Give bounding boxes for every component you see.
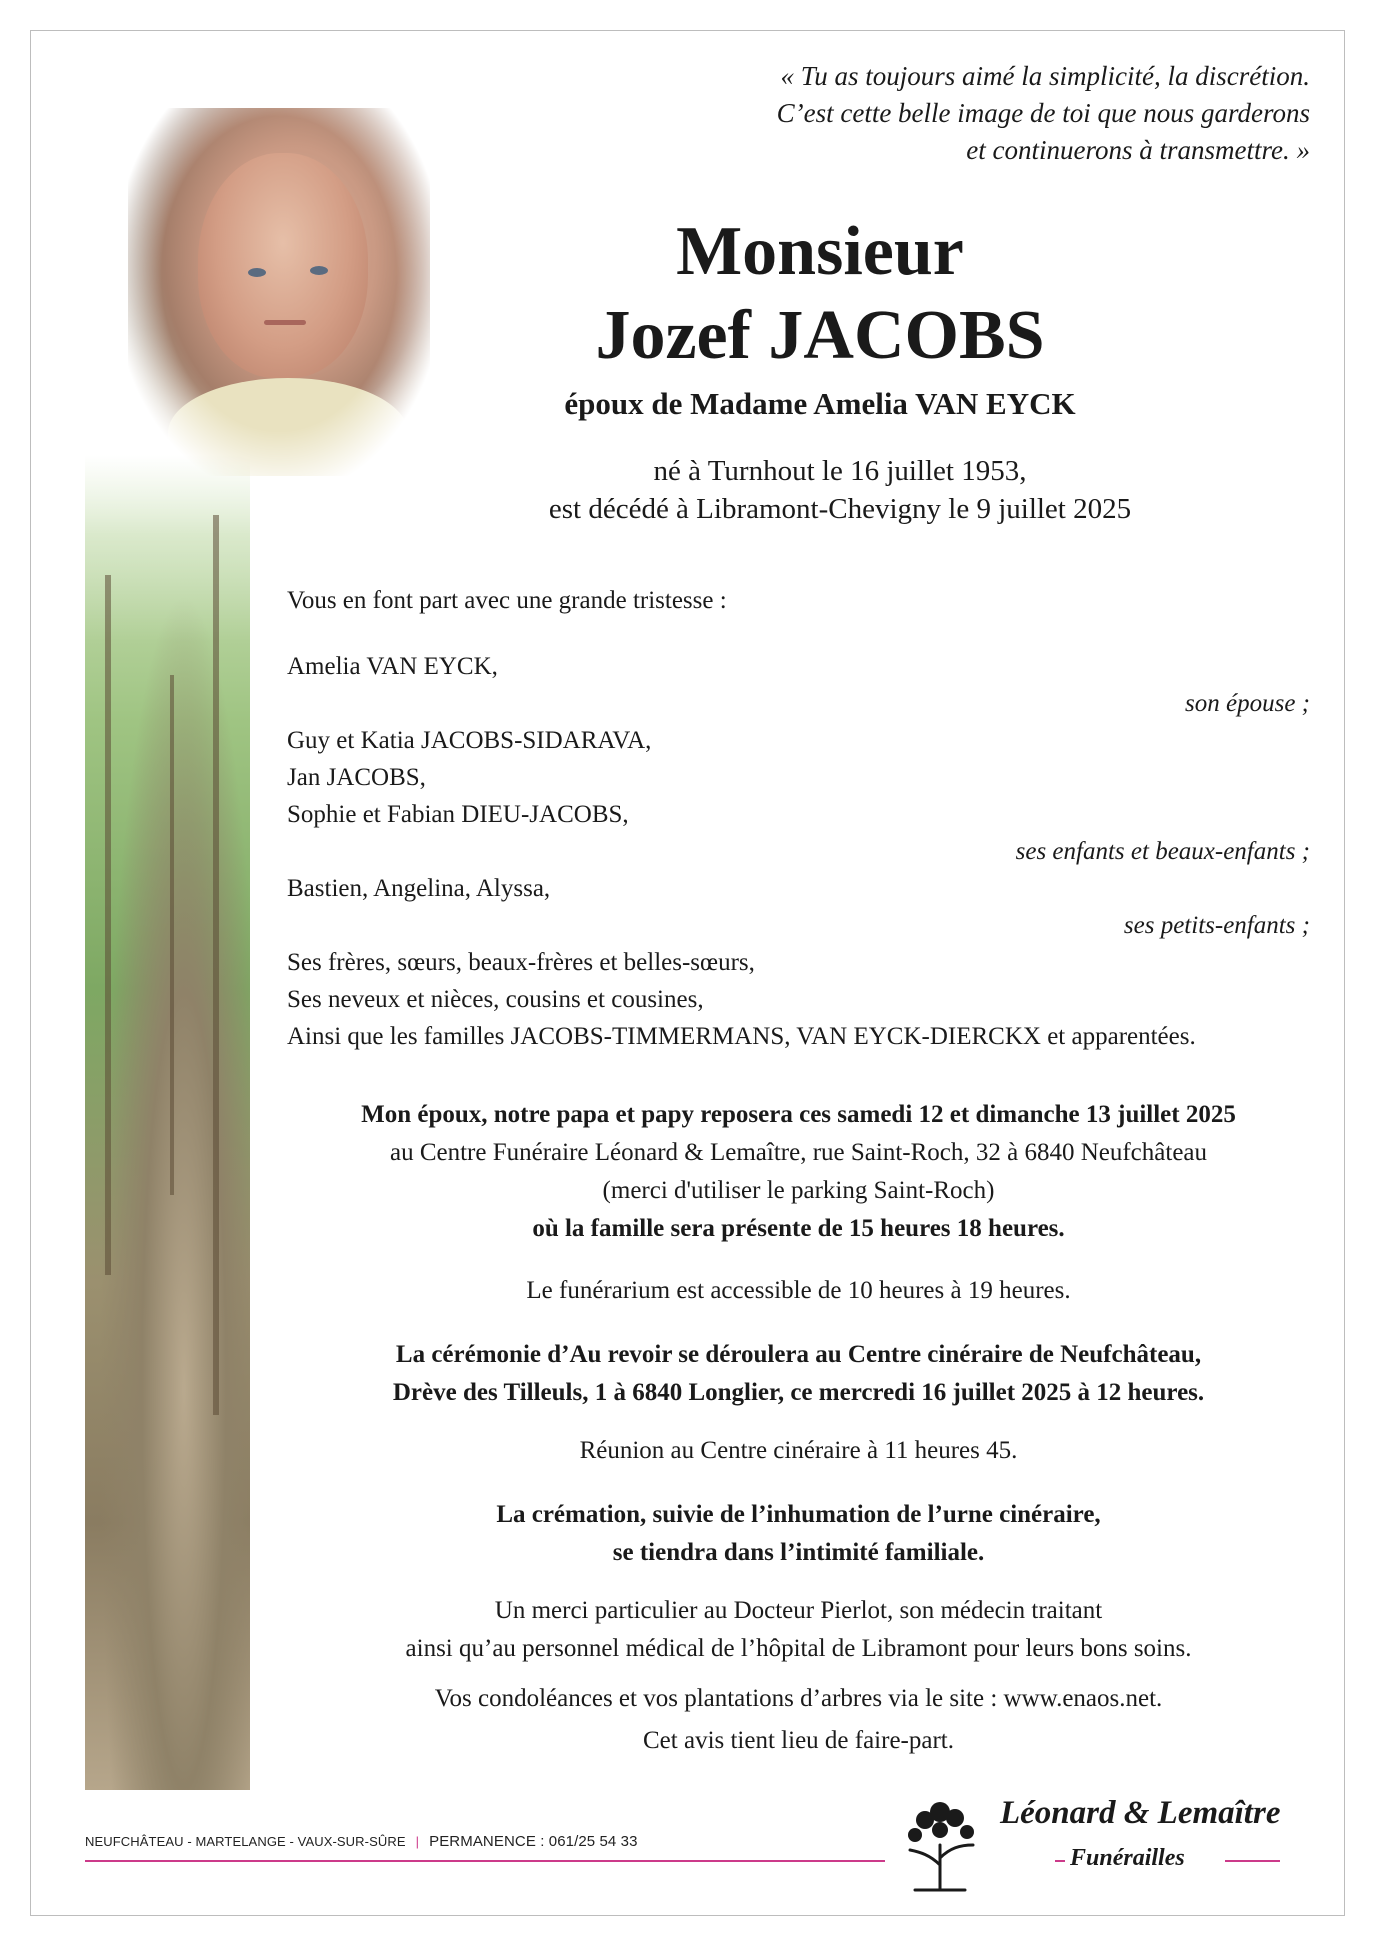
family-intro: Vous en font part avec une grande tristesse : [287, 587, 727, 614]
birth-line: né à Turnhout le 16 juillet 1953, [653, 455, 1027, 487]
rest-line: Mon époux, notre papa et papy reposera ces samedi 12 et dimanche 13 juillet 2025 [361, 1101, 1236, 1128]
family-role: ses enfants et beaux-enfants ; [1015, 838, 1310, 865]
tree-logo-icon [885, 1790, 995, 1900]
notice-line: Cet avis tient lieu de faire-part. [643, 1727, 954, 1754]
quote-line: « Tu as toujours aimé la simplicité, la discrétion. [780, 61, 1310, 91]
closing-block [287, 1680, 1310, 1760]
life-dates [480, 452, 1200, 528]
family-member: Ses neveux et nièces, cousins et cousines, [287, 986, 704, 1013]
family-member: Guy et Katia JACOBS-SIDARAVA, [287, 727, 652, 754]
cremation-block [287, 1496, 1310, 1572]
ceremony-line: La cérémonie d’Au revoir se déroulera au Centre cinéraire de Neufchâteau, [395, 1341, 1202, 1368]
family-member: Ses frères, sœurs, beaux-frères et belles-sœurs, [287, 949, 755, 976]
thanks-block [287, 1592, 1310, 1668]
ceremony-block [287, 1336, 1310, 1412]
footer-separator: | [415, 1834, 420, 1849]
family-role: ses petits-enfants ; [1123, 912, 1310, 939]
family-member: Sophie et Fabian DIEU-JACOBS, [287, 801, 629, 828]
thanks-line: Un merci particulier au Docteur Pierlot, son médecin traitant [494, 1597, 1103, 1624]
footer-divider [85, 1860, 885, 1862]
footer-permanence: PERMANENCE : 061/25 54 33 [429, 1833, 638, 1850]
spouse-line: époux de Madame Amelia VAN EYCK [564, 386, 1076, 421]
meeting-line: Réunion au Centre cinéraire à 11 heures 45. [579, 1437, 1018, 1464]
footer-divider-end [1225, 1860, 1280, 1862]
condolences-line: Vos condoléances et vos plantations d’arbres via le site : www.enaos.net. [434, 1685, 1163, 1712]
family-member: Bastien, Angelina, Alyssa, [287, 875, 551, 902]
deceased-name: Jozef JACOBS [595, 297, 1045, 374]
portrait-photo [128, 108, 430, 476]
rest-family: où la famille sera présente de 15 heures 18 heures. [532, 1215, 1065, 1242]
thanks-line: ainsi qu’au personnel médical de l’hôpital de Libramont pour leurs bons soins. [405, 1635, 1192, 1662]
footer-contact [85, 1833, 638, 1850]
footer-locations: NEUFCHÂTEAU - MARTELANGE - VAUX-SUR-SÛRE [85, 1834, 406, 1849]
honorific: Monsieur [676, 213, 964, 290]
funerarium-hours: Le funérarium est accessible de 10 heures à 19 heures. [526, 1277, 1071, 1304]
family-member: Amelia VAN EYCK, [287, 653, 498, 680]
company-name: Léonard & Lemaître [1000, 1795, 1281, 1831]
rest-place: au Centre Funéraire Léonard & Lemaître, rue Saint-Roch, 32 à 6840 Neufchâteau [389, 1139, 1208, 1166]
family-list [287, 648, 1310, 1055]
quote-line: C’est cette belle image de toi que nous garderons [776, 98, 1310, 128]
quote-line: et continuerons à transmettre. » [966, 135, 1310, 165]
death-line: est décédé à Libramont-Chevigny le 9 juillet 2025 [548, 493, 1132, 525]
ceremony-line: Drève des Tilleuls, 1 à 6840 Longlier, ce mercredi 16 juillet 2025 à 12 heures. [392, 1379, 1205, 1406]
family-member: Ainsi que les familles JACOBS-TIMMERMANS, VAN EYCK-DIERCKX et apparentées. [287, 1023, 1196, 1050]
rest-parking: (merci d'utiliser le parking Saint-Roch) [602, 1177, 995, 1204]
family-role: son épouse ; [1185, 690, 1310, 717]
family-member: Jan JACOBS, [287, 764, 426, 791]
cremation-line: se tiendra dans l’intimité familiale. [612, 1539, 985, 1566]
visitation-block [287, 1096, 1310, 1248]
forest-path-image [85, 455, 250, 1790]
company-subtitle: Funérailles [1070, 1845, 1185, 1871]
footer-divider-short [1055, 1860, 1065, 1862]
cremation-line: La crémation, suivie de l’inhumation de l’urne cinéraire, [496, 1501, 1101, 1528]
memorial-quote [610, 58, 1310, 169]
